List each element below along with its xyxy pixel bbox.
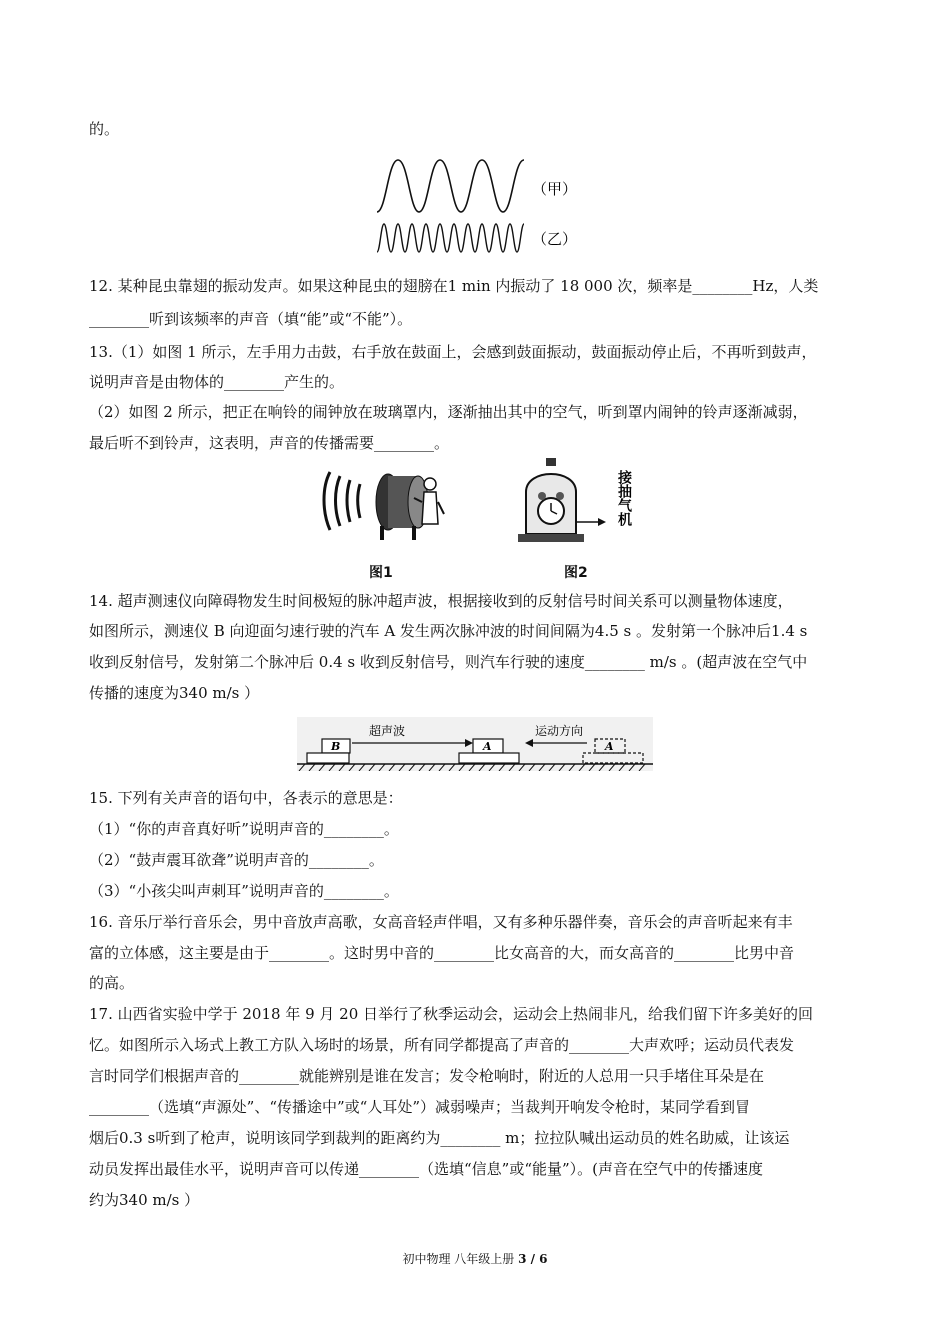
label-a2: A — [605, 740, 614, 753]
text-line: （2）“鼓声震耳欲聋”说明声音的________。 — [89, 851, 384, 869]
wave-jia — [377, 160, 524, 212]
text-line: 富的立体感，这主要是由于________。这时男中音的________比女高音的大，而女高音的________比男中音 — [89, 944, 795, 962]
text-line: 说明声音是由物体的________产生的。 — [89, 373, 345, 391]
text-line: 15. 下列有关声音的语句中，各表示的意思是： — [89, 789, 403, 807]
text-line: 的。 — [89, 120, 120, 138]
pump-label: 接抽气机 — [616, 470, 632, 526]
figure-caption-2: 图2 — [564, 565, 588, 581]
text-line: ________（选填“声源处”、“传播途中”或“人耳处”）减弱噪声；当裁判开响发令枪时，某同学看到冒 — [89, 1098, 751, 1116]
text-line: 收到反射信号，发射第二个脉冲后 0.4 s 收到反射信号，则汽车行驶的速度________ m/s 。(超声波在空气中 — [89, 653, 808, 671]
text-line: 13.（1）如图 1 所示，左手用力击鼓，右手放在鼓面上，会感到鼓面振动，鼓面振动停止后，不再听到鼓声， — [89, 343, 817, 361]
text-line: 言时同学们根据声音的________就能辨别是谁在发言；发令枪响时，附近的人总用一只手堵住耳朵是在 — [89, 1067, 765, 1085]
text-line: 动员发挥出最佳水平，说明声音可以传递________（选填“信息”或“能量”）。(声音在空气中的传播速度 — [89, 1160, 764, 1178]
label-a1: A — [483, 740, 492, 753]
page-number: 3 / 6 — [518, 1252, 548, 1266]
footer-text: 初中物理 八年级上册 — [402, 1252, 519, 1266]
text-line: 14. 超声测速仪向障碍物发生时间极短的脉冲超声波，根据接收到的反射信号时间关系可以测量物体速度， — [89, 592, 793, 610]
label-wave: 超声波 — [369, 724, 406, 738]
text-line: （1）“你的声音真好听”说明声音的________。 — [89, 820, 399, 838]
text-line: （2）如图 2 所示，把正在响铃的闹钟放在玻璃罩内，逐渐抽出其中的空气，听到罩内闹钟的铃声逐渐减弱， — [89, 403, 808, 421]
bell-jar-figure — [518, 456, 648, 548]
text-line: 约为340 m/s ） — [89, 1191, 200, 1209]
text-line: 烟后0.3 s听到了枪声，说明该同学到裁判的距离约为________ m；拉拉队喊出运动员的姓名助威，让该运 — [89, 1129, 790, 1147]
text-line: 忆。如图所示入场式上教工方队入场时的场景，所有同学都提高了声音的________大声欢呼；运动员代表发 — [89, 1036, 795, 1054]
text-line: 最后听不到铃声，这表明，声音的传播需要________。 — [89, 434, 450, 452]
label-dir: 运动方向 — [535, 724, 584, 738]
drum-figure — [318, 462, 448, 540]
text-line: （3）“小孩尖叫声刺耳”说明声音的________。 — [89, 882, 399, 900]
waveform-figure — [372, 152, 592, 260]
label-b: B — [331, 740, 341, 753]
text-line: 如图所示，测速仪 B 向迎面匀速行驶的汽车 A 发生两次脉冲波的时间间隔为4.5 s 。发射第一个脉冲后1.4 s — [89, 622, 808, 640]
page-footer — [0, 1250, 950, 1267]
wave-yi — [377, 224, 524, 252]
text-line: 16. 音乐厅举行音乐会，男中音放声高歌，女高音轻声伴唱，又有多种乐器伴奏，音乐会的声音听起来有丰 — [89, 913, 793, 931]
ultrasonic-figure — [297, 717, 653, 771]
label-jia: （甲） — [532, 180, 578, 198]
label-yi: （乙） — [532, 230, 578, 248]
text-line: 传播的速度为340 m/s ） — [89, 684, 260, 702]
text-line: 17. 山西省实验中学于 2018 年 9 月 20 日举行了秋季运动会，运动会上热闹非凡，给我们留下许多美好的回 — [89, 1005, 814, 1023]
text-line: 12. 某种昆虫靠翅的振动发声。如果这种昆虫的翅膀在1 min 内振动了 18 000 次，频率是________Hz，人类 — [89, 277, 819, 295]
text-line: ________听到该频率的声音（填“能”或“不能”）。 — [89, 310, 413, 328]
text-line: 的高。 — [89, 974, 135, 992]
figure-caption-1: 图1 — [369, 565, 393, 581]
